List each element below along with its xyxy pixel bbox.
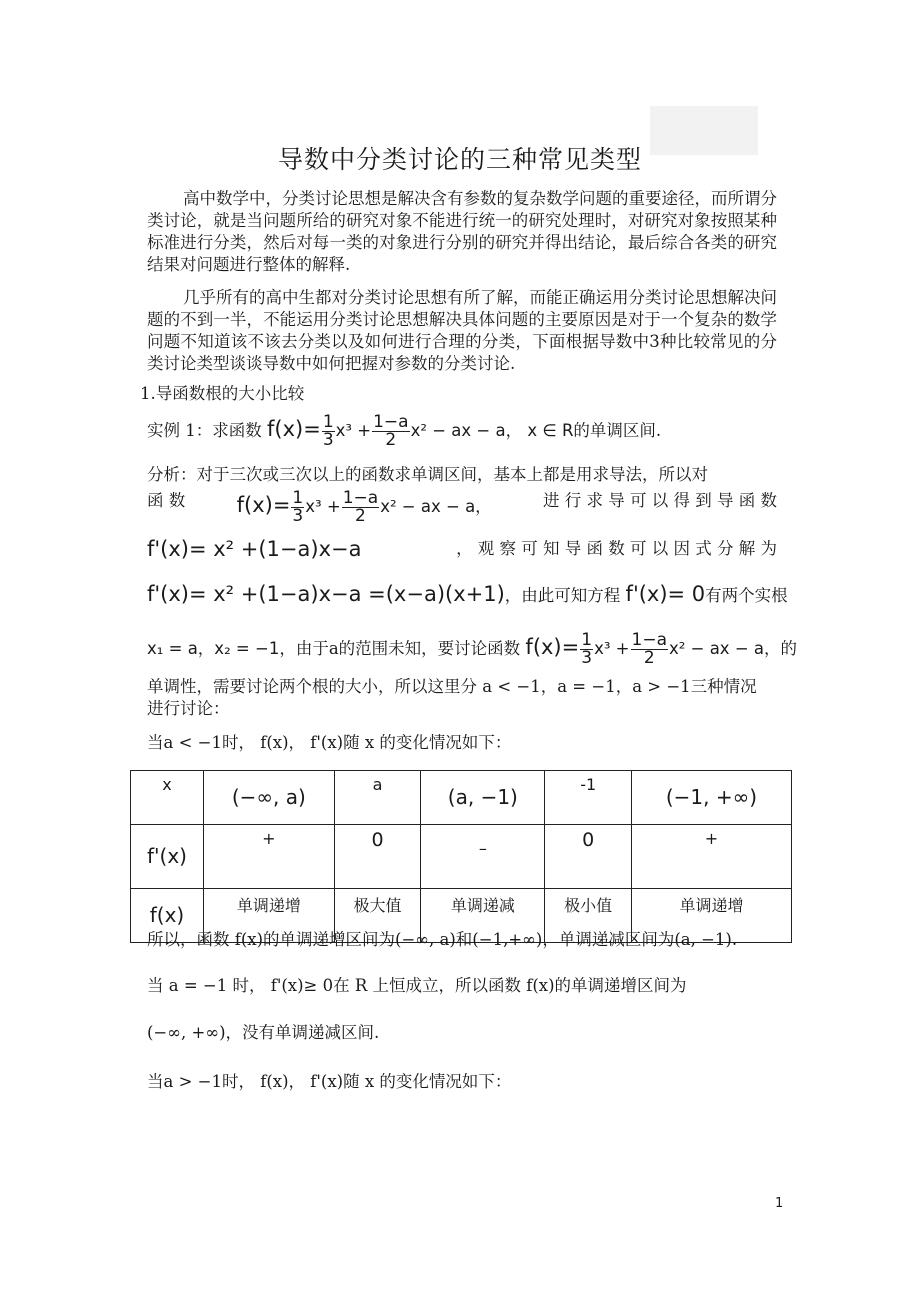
table-cell: 0 — [545, 825, 632, 889]
variation-table — [130, 770, 792, 943]
remaining-terms: x² − ax − a， — [669, 639, 781, 658]
table-cell: + — [631, 825, 791, 889]
page-title: 导数中分类讨论的三种常见类型 — [277, 145, 642, 174]
analysis-line-5 — [147, 630, 797, 668]
analysis-line-2-formula: f(x)= $\frac{1}{3}$ x³ + $\frac{1-a}{2}$ x² − ax − a， — [236, 488, 492, 526]
page-number: 1 — [775, 1196, 784, 1211]
fraction-1-3: $\frac{1}{3}$ — [581, 630, 593, 668]
analysis-line-2 — [147, 490, 777, 525]
x-cubed-term: x³ + — [335, 421, 372, 440]
table-cell: (−∞, a) — [203, 771, 334, 825]
intro-paragraph-2 — [147, 287, 777, 375]
analysis-line-4-suffix: 有两个实根 — [705, 586, 788, 605]
domain: x ∈ R — [527, 421, 574, 440]
table-cell: (−1, +∞) — [631, 771, 791, 825]
table-cell: + — [203, 825, 334, 889]
table-cell: 极小值 — [545, 889, 632, 943]
table-cell: 极大值 — [334, 889, 421, 943]
case-1-intro: 当a < −1时， f(x)， f'(x)随 x 的变化情况如下： — [147, 733, 512, 752]
table-cell: (a, −1) — [421, 771, 545, 825]
analysis-line-3 — [147, 538, 777, 560]
example-suffix: 的单调区间. — [573, 421, 662, 440]
intro-paragraph-1 — [147, 188, 777, 276]
x-cubed-term: x³ + — [594, 639, 630, 658]
table-cell: f(x) — [131, 889, 204, 943]
case-2-line-2: (−∞, +∞)，没有单调递减区间. — [147, 1023, 380, 1042]
table-cell: f'(x) — [131, 825, 204, 889]
table-cell: 单调递增 — [631, 889, 791, 943]
fx-label: f(x)= — [267, 417, 321, 441]
case-3-intro: 当a > −1时， f(x)， f'(x)随 x 的变化情况如下： — [147, 1072, 512, 1091]
remaining-terms: x² − ax − a， — [380, 497, 492, 516]
intro-paragraph-1-text: 高中数学中，分类讨论思想是解决含有参数的复杂数学问题的重要途径，而所谓分类讨论，就是当问题所给的研究对象不能进行统一的研究处理时，对研究对象按照某种标准进行分类，然后对每一类的对象进行分别的研究并得出结论，最后综合各类的研究结果对问题进行整体的解释. — [147, 189, 777, 274]
example-1 — [147, 414, 787, 449]
case-2-line-1: 当 a = −1 时， f'(x)≥ 0在 R 上恒成立，所以函数 f(x)的单调递增区间为 — [147, 976, 687, 995]
table-cell: -1 — [545, 771, 632, 825]
fraction-1-3: $\frac{1}{3}$ — [322, 412, 334, 450]
table-row — [131, 825, 792, 889]
intro-paragraph-2-text: 几乎所有的高中生都对分类讨论思想有所了解，而能正确运用分类讨论思想解决问题的不到一半，不能运用分类讨论思想解决具体问题的主要原因是对于一个复杂的数学问题不知道该不该去分类以及如何进行合理的分类，下面根据导数中3种比较常见的分类讨论类型谈谈导数中如何把握对参数的分类讨论. — [147, 288, 777, 373]
remaining-terms: x² − ax − a， — [410, 421, 523, 440]
analysis-line-2-suffix: 进 行 求 导 可 以 得 到 导 函 数 — [543, 491, 777, 510]
x-cubed-term: x³ + — [305, 497, 341, 516]
table-cell: 单调递减 — [421, 889, 545, 943]
analysis-line-4 — [147, 583, 787, 607]
derivative-equation: f'(x)= 0 — [625, 582, 706, 606]
fx-label: f(x)= — [525, 635, 580, 659]
analysis-line-4-mid: ，由此可知方程 — [504, 586, 621, 605]
analysis-line-3-suffix: ， 观 察 可 知 导 函 数 可 以 因 式 分 解 为 — [456, 539, 777, 558]
example-prefix: 实例 1：求函数 — [147, 421, 262, 440]
analysis-line-6: 单调性，需要讨论两个根的大小，所以这里分 a < −1，a = −1，a > −1三种情况 — [147, 677, 757, 696]
table-cell: 单调递增 — [203, 889, 334, 943]
analysis-line-5-suffix: 的 — [780, 639, 797, 658]
section-heading-1: 1.导函数根的大小比较 — [140, 384, 305, 403]
roots: x₁ = a，x₂ = −1 — [147, 639, 280, 658]
table-cell: 0 — [334, 825, 421, 889]
analysis-line-7: 进行讨论： — [147, 699, 230, 718]
analysis-line-1: 分析：对于三次或三次以上的函数求单调区间，基本上都是用求导法，所以对 — [147, 465, 708, 484]
analysis-line-2-prefix: 函 数 — [147, 491, 186, 510]
derivative-formula: f'(x)= x² +(1−a)x−a — [147, 537, 362, 561]
table-cell: a — [334, 771, 421, 825]
table-cell: x — [131, 771, 204, 825]
analysis-line-5-mid: ，由于a的范围未知，要讨论函数 — [279, 639, 521, 658]
factored-derivative: f'(x)= x² +(1−a)x−a =(x−a)(x+1) — [147, 582, 505, 606]
table-cell: – — [421, 825, 545, 889]
fraction-1-minus-a-over-2: $\frac{1-a}{2}$ — [373, 412, 409, 450]
conclusion-1: 所以，函数 f(x)的单调递增区间为(−∞, a)和(−1,+∞)，单调递减区间为(a, −1). — [147, 930, 738, 949]
table-row — [131, 771, 792, 825]
fraction-1-minus-a-over-2: $\frac{1-a}{2}$ — [342, 488, 379, 526]
fraction-1-minus-a-over-2: $\frac{1-a}{2}$ — [631, 630, 667, 668]
fraction-1-3: $\frac{1}{3}$ — [292, 488, 304, 526]
